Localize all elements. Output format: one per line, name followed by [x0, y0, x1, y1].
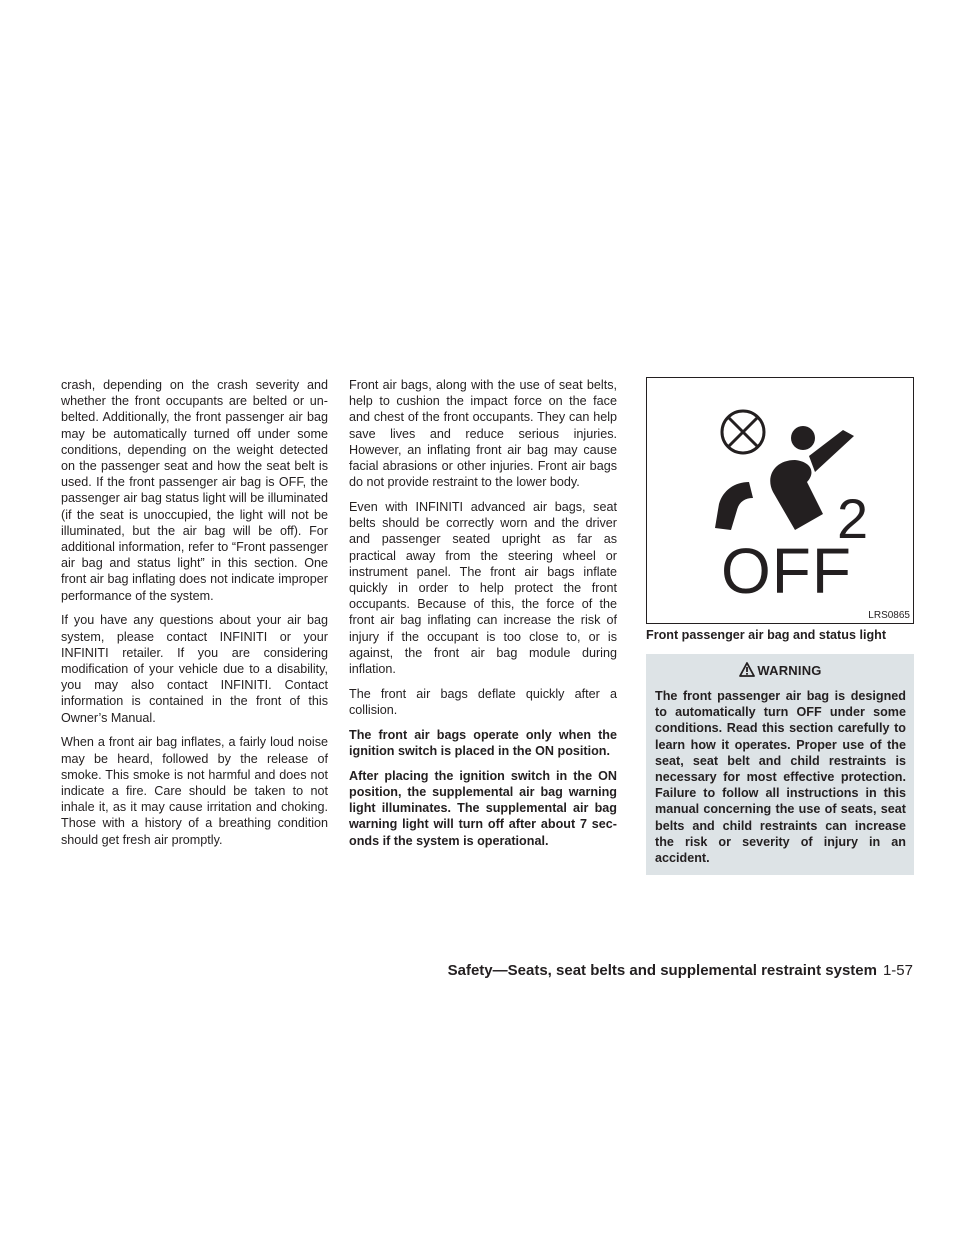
text-column-middle — [349, 377, 617, 857]
text-column-left — [61, 377, 328, 856]
footer-section-title: Safety—Seats, seat belts and supplemental restraint system — [447, 962, 877, 979]
figure-illustration — [647, 378, 913, 623]
air-bag-off-crossed-circle-icon — [722, 411, 764, 453]
warning-box — [646, 654, 914, 875]
body-paragraph: crash, depending on the crash severity and whether the front occupants are belted or unbelted. Additionally, the front passenger air bag may be automatically turned off under some conditions, depending on the weight detected on the passenger seat and how the seat belt is used. If the front passenger air bag is OFF, the passenger air bag status light will be illuminated (if the seat is unoccupied, the light will not be illuminated, but the air bag will be off). For additional information, refer to “Front passenger air bag and status light” in this section. One front air bag inflating does not indicate improper performance of the system. — [61, 378, 328, 603]
body-paragraph: Front air bags, along with the use of seat belts, help to cushion the impact force on the face and chest of the front occupants. They can help save lives and reduce serious injuries. However, an inflating front air bag may cause facial abrasions or other injuries. Front air bags do not provide restraint to the lower body. — [349, 378, 617, 490]
indicator-off-label: OFF — [721, 535, 852, 607]
status-light-figure — [646, 377, 914, 624]
body-paragraph: The front air bags deflate quickly after a collision. — [349, 686, 617, 718]
warning-heading-label: WARNING — [757, 663, 822, 678]
page-number: 1-57 — [882, 962, 913, 979]
text-column-right — [646, 377, 914, 875]
bold-paragraph: The front air bags operate only when the ignition switch is placed in the ON position. — [349, 727, 617, 759]
warning-text: The front passenger air bag is designed to automatically turn OFF under some conditions. Read this section carefully to learn how it operates. Proper use of the seat, seat belt and child restraints is necessary for most effective protection. Failure to follow all instructions in this manual concerning the use of seats, seat belts and child restraints can increase the risk or severity of injury in an accident. — [655, 689, 906, 866]
body-paragraph: When a front air bag inflates, a fairly loud noise may be heard, followed by the release of smoke. This smoke is not harmful and does not indicate a fire. Care should be taken to not inhale it, as it may cause irritation and choking. Those with a history of a breathing condition should get fresh air promptly. — [61, 735, 328, 847]
bold-paragraph: After placing the ignition switch in the ON position, the supplemental air bag warning light illuminates. The supplemental air bag warning light will turn off after about 7 seconds if the system is operational. — [349, 768, 617, 848]
body-paragraph: If you have any questions about your air bag system, please contact INFINITI or your INFINITI retailer. If you are considering modification of your vehicle due to a disability, you may also contact INFINITI. Contact information is contained in the front of this Owner’s Manual. — [61, 613, 328, 725]
body-paragraph: Even with INFINITI advanced air bags, seat belts should be correctly worn and the driver and passenger seated upright as far as practical away from the steering wheel or instrument panel. The front air bags inflate quickly in order to help protect the front occupants. Because of this, the force of the front air bag inflating can increase the risk of injury if the occupant is too close to, or is against, the front air bag module during inflation. — [349, 500, 617, 677]
seated-passenger-icon — [715, 426, 854, 530]
warning-heading — [655, 662, 906, 682]
figure-code: LRS0865 — [868, 610, 910, 621]
indicator-number: 2 — [837, 487, 869, 550]
figure-caption: Front passenger air bag and status light — [646, 628, 887, 642]
warning-triangle-icon — [739, 662, 755, 682]
page-footer — [448, 962, 913, 980]
